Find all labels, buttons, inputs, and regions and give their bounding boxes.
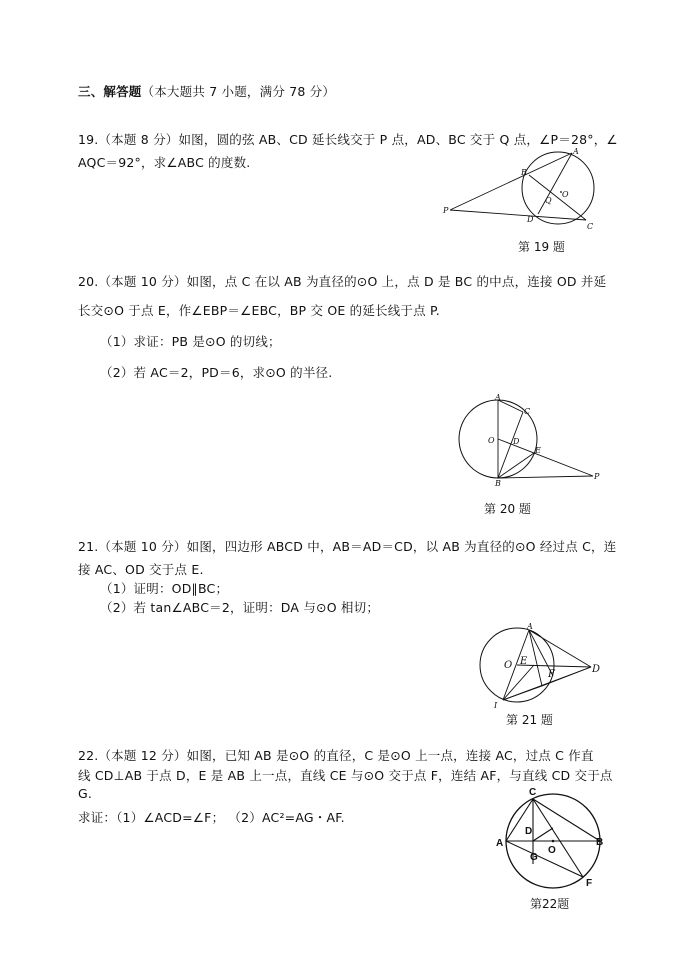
q21-label-e: E <box>520 656 528 667</box>
q20-label-e: E <box>535 446 541 455</box>
q19-line-pa <box>450 153 572 210</box>
q19-figure <box>440 148 610 233</box>
q20-line-bp <box>498 476 593 478</box>
q19-circle <box>522 152 594 224</box>
q20-caption: 第 20 题 <box>484 502 531 516</box>
q19-line-pc <box>450 210 586 220</box>
q22-label-a: A <box>496 838 504 849</box>
q19-label-q: Q <box>545 196 552 205</box>
q19-label-b: B <box>521 168 527 177</box>
q19-label-c: C <box>587 222 594 231</box>
q21-text-line2: 接 AC、OD 交于点 E. <box>78 562 204 577</box>
q22-text-line2: 线 CD⊥AB 于点 D，E 是 AB 上一点，直线 CE 与⊙O 交于点 F，连结 AF，与直线 CD 交于点 <box>78 768 613 783</box>
q20-label-c: C <box>524 407 531 416</box>
q20-line-be <box>498 453 534 478</box>
q21-label-f: F <box>548 669 555 680</box>
q21-figure <box>474 620 609 710</box>
section-heading <box>78 82 335 100</box>
q21-caption: 第 21 题 <box>506 713 553 727</box>
q22-label-o: O <box>548 845 556 856</box>
q22-label-d: D <box>525 826 533 837</box>
q19-caption: 第 19 题 <box>518 240 565 254</box>
q22-figure <box>495 782 610 892</box>
q19-label-d: D <box>527 215 534 224</box>
q20-label-d: D <box>513 437 520 446</box>
q20-text-line1: 20.（本题 10 分）如图，点 C 在以 AB 为直径的⊙O 上，点 D 是 BC 的中点，连接 OD 并延 <box>78 274 607 289</box>
q20-label-o: O <box>488 436 495 445</box>
q22-center-dot <box>552 840 555 843</box>
q22-label-g: G <box>530 852 538 863</box>
section-heading-note: （本大题共 7 小题，满分 78 分） <box>141 84 336 99</box>
q22-label-c: C <box>529 787 537 798</box>
q19-text-line2: AQC＝92°，求∠ABC 的度数. <box>78 155 251 170</box>
q20-label-b: B <box>495 479 501 488</box>
q22-caption: 第22题 <box>530 897 570 911</box>
q20-part1: （1）求证：PB 是⊙O 的切线； <box>100 334 281 349</box>
section-heading-title: 三、解答题 <box>78 84 142 99</box>
q22-line-ce-link <box>533 828 553 841</box>
q20-part2: （2）若 AC＝2，PD＝6，求⊙O 的半径. <box>100 365 333 380</box>
q20-label-a: A <box>495 393 501 402</box>
q21-label-a: A <box>527 622 533 631</box>
q19-label-o: O <box>562 190 569 199</box>
q19-label-p: P <box>443 206 449 215</box>
q22-text-line1: 22.（本题 12 分）如图，已知 AB 是⊙O 的直径，C 是⊙O 上一点，连接 AC，过点 C 作直 <box>78 748 594 763</box>
q20-figure <box>455 392 605 487</box>
q21-line-ac <box>529 630 542 686</box>
q21-label-o: O <box>504 660 513 671</box>
q20-label-p: P <box>594 472 600 481</box>
q19-label-a: A <box>573 147 579 156</box>
q19-text-line1: 19.（本题 8 分）如图，圆的弦 AB、CD 延长线交于 P 点，AD、BC 交于 Q 点，∠P＝28°，∠ <box>78 132 618 147</box>
q19-line-bc <box>529 175 586 220</box>
q21-text-line1: 21.（本题 10 分）如图，四边形 ABCD 中，AB＝AD＝CD，以 AB 为直径的⊙O 经过点 C，连 <box>78 539 617 554</box>
q22-text-line4: 求证：（1）∠ACD=∠F； （2）AC²=AG・AF. <box>78 810 345 825</box>
q22-text-line3: G. <box>78 786 93 801</box>
q20-text-line2: 长交⊙O 于点 E，作∠EBP＝∠EBC，BP 交 OE 的延长线于点 P. <box>78 303 440 318</box>
q21-label-d: D <box>592 664 601 675</box>
q21-part2: （2）若 tan∠ABC＝2，证明：DA 与⊙O 相切； <box>100 600 380 615</box>
q21-part1: （1）证明：OD∥BC； <box>100 581 229 596</box>
q21-label-b: I <box>494 701 498 710</box>
q22-label-b: B <box>596 837 604 848</box>
q22-label-f: F <box>586 878 593 889</box>
